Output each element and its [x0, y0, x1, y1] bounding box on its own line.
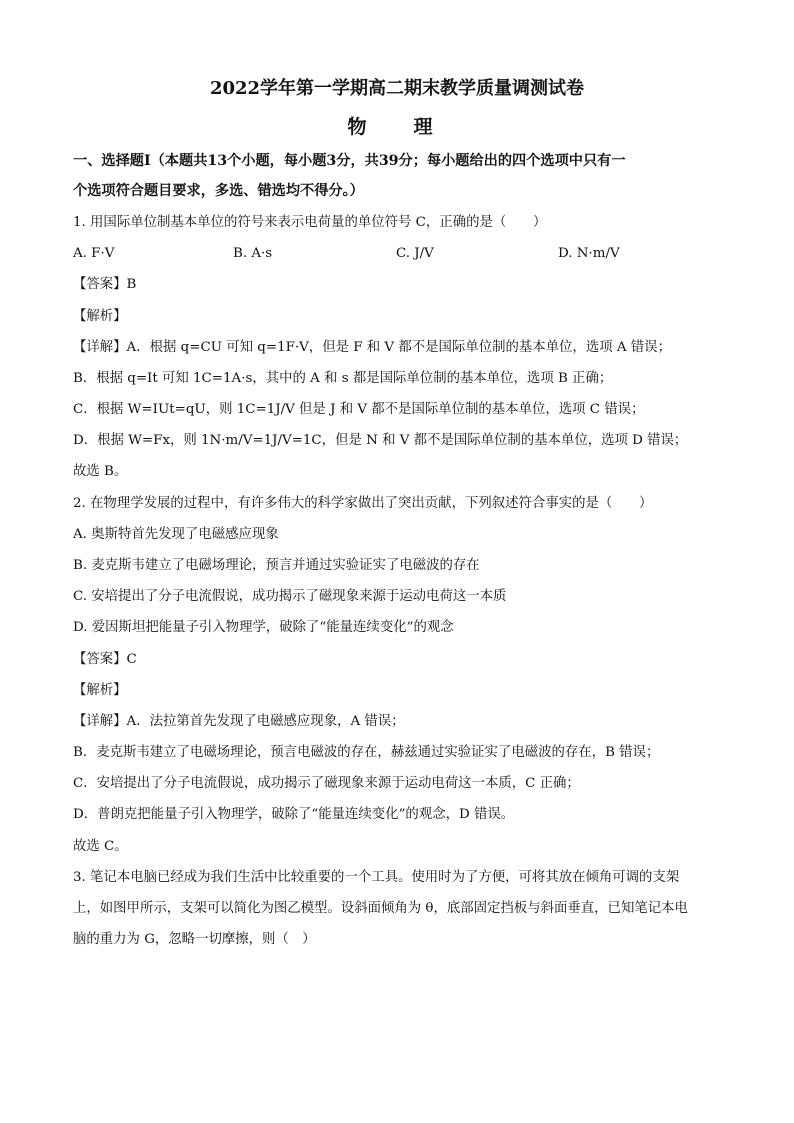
q2-option-a: A. 奥斯特首先发现了电磁感应现象 — [73, 527, 279, 542]
q2-answer: 【答案】C — [73, 652, 137, 667]
q1-option-c: C. J/V — [396, 246, 434, 261]
q3-stem-line2: 上，如图甲所示，支架可以简化为图乙模型。设斜面倾角为 θ，底部固定挡板与斜面垂直，已知笔记本电 — [73, 901, 688, 916]
q2-stem: 2. 在物理学发展的过程中，有许多伟大的科学家做出了突出贡献，下列叙述符合事实的是（ ） — [73, 496, 653, 511]
q2-detail-b: B．麦克斯韦建立了电磁场理论，预言电磁波的存在，赫兹通过实验证实了电磁波的存在，B 错误； — [73, 745, 660, 760]
q2-detail-d: D．普朗克把能量子引入物理学，破除了“能量连续变化”的观念，D 错误。 — [73, 807, 515, 822]
q1-conclusion: 故选 B。 — [73, 464, 128, 479]
q1-option-d: D. N·m/V — [558, 246, 620, 261]
q1-detail-a: 【详解】A．根据 q=CU 可知 q=1F·V，但是 F 和 V 都不是国际单位制的基本单位，选项 A 错误； — [73, 340, 671, 355]
q2-conclusion: 故选 C。 — [73, 839, 128, 854]
q2-option-b: B. 麦克斯韦建立了电磁场理论，预言并通过实验证实了电磁波的存在 — [73, 558, 480, 573]
q1-answer: 【答案】B — [73, 277, 137, 292]
section-heading-line1: 一、选择题Ⅰ（本题共13个小题，每小题3分，共39分；每小题给出的四个选项中只有一 — [73, 153, 626, 169]
q1-detail-d: D．根据 W=Fx，则 1N·m/V=1J/V=1C，但是 N 和 V 都不是国际单位制的基本单位，选项 D 错误； — [73, 433, 688, 448]
subject-title: 物 理 — [347, 116, 447, 138]
q1-detail-c: C．根据 W=IUt=qU，则 1C=1J/V 但是 J 和 V 都不是国际单位制的基本单位，选项 C 错误； — [73, 402, 645, 417]
q1-detail-b: B．根据 q=It 可知 1C=1A·s，其中的 A 和 s 都是国际单位制的基本单位，选项 B 正确； — [73, 371, 613, 386]
exam-title: 2022学年第一学期高二期末教学质量调测试卷 — [209, 78, 585, 99]
q1-option-b: B. A·s — [233, 246, 273, 261]
q3-stem-line1: 3. 笔记本电脑已经成为我们生活中比较重要的一个工具。使用时为了方便，可将其放在倾角可调的支架 — [73, 870, 680, 885]
section-heading-line2: 个选项符合题目要求，多选、错选均不得分。） — [73, 183, 364, 199]
q2-option-c: C. 安培提出了分子电流假说，成功揭示了磁现象来源于运动电荷这一本质 — [73, 589, 507, 604]
q2-detail-a: 【详解】A．法拉第首先发现了电磁感应现象，A 错误； — [73, 714, 405, 729]
q2-option-d: D. 爱因斯坦把能量子引入物理学，破除了“能量连续变化”的观念 — [73, 620, 454, 635]
q1-option-a: A. F·V — [73, 246, 115, 261]
q2-analysis-label: 【解析】 — [73, 683, 127, 698]
q1-stem: 1. 用国际单位制基本单位的符号来表示电荷量的单位符号 C，正确的是（ ） — [73, 215, 547, 230]
q1-analysis-label: 【解析】 — [73, 309, 127, 324]
q2-detail-c: C．安培提出了分子电流假说，成功揭示了磁现象来源于运动电荷这一本质，C 正确； — [73, 776, 580, 791]
q3-stem-line3: 脑的重力为 G，忽略一切摩擦，则（ ） — [73, 932, 316, 947]
